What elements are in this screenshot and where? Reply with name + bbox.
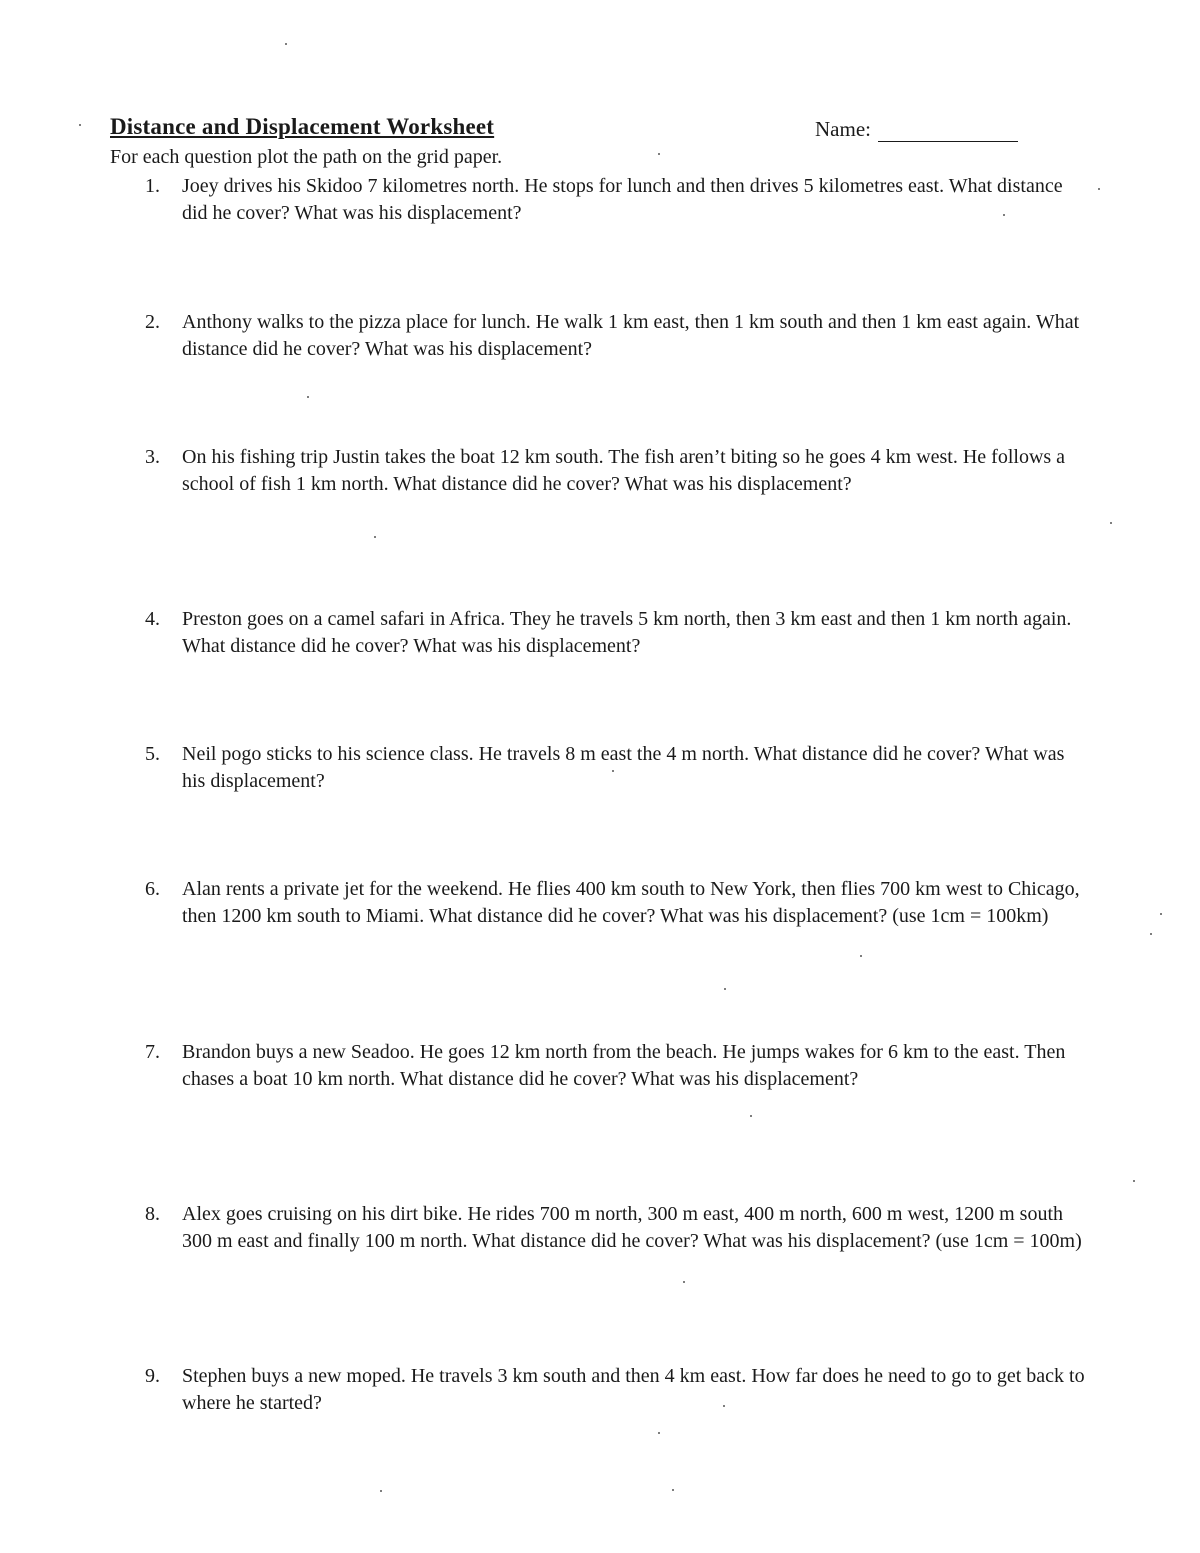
question-number: 7. [145,1041,160,1063]
scan-speck [285,43,287,45]
scan-speck [1150,933,1152,935]
question-number: 2. [145,311,160,333]
question-text: Alex goes cruising on his dirt bike. He rides 700 m north, 300 m east, 400 m north, 600 m west, 1200 m south 300 m east and finally 100 m north. What distance did he cover? What was his displacement? (use 1cm = 100m) [182,1203,1082,1252]
scan-speck [1110,522,1112,524]
scan-speck [1003,214,1005,216]
question-text: Joey drives his Skidoo 7 kilometres north. He stops for lunch and then drives 5 kilometres east. What distance did he cover? What was his displacement? [182,175,1063,224]
question-number: 3. [145,446,160,468]
question-item [145,606,1090,660]
scan-speck [683,1281,685,1283]
question-number: 8. [145,1203,160,1225]
scan-speck [1133,1180,1135,1182]
scan-speck [612,770,614,772]
scan-speck [658,153,660,155]
scan-speck [672,1489,674,1491]
scan-speck [723,1405,725,1407]
question-item [145,173,1090,227]
scan-speck [307,396,309,398]
scan-speck [79,124,81,126]
question-item [145,444,1090,498]
question-text: Brandon buys a new Seadoo. He goes 12 km north from the beach. He jumps wakes for 6 km to the east. Then chases a boat 10 km north. What distance did he cover? What was his displacement? [182,1041,1066,1090]
question-item [145,1363,1090,1417]
scan-speck [1160,913,1162,915]
question-text: Preston goes on a camel safari in Africa. They he travels 5 km north, then 3 km east and then 1 km north again. What distance did he cover? What was his displacement? [182,608,1072,657]
question-item [145,876,1090,930]
question-number: 9. [145,1365,160,1387]
scan-speck [724,988,726,990]
question-text: Alan rents a private jet for the weekend. He flies 400 km south to New York, then flies 700 km west to Chicago, then 1200 km south to Miami. What distance did he cover? What was his displacement? (use 1cm = 100km) [182,878,1080,927]
question-number: 1. [145,175,160,197]
question-number: 5. [145,743,160,765]
question-number: 4. [145,608,160,630]
name-label: Name: [815,117,871,141]
worksheet-title: Distance and Displacement Worksheet [110,114,495,139]
scan-speck [374,536,376,538]
question-item [145,1201,1090,1255]
scan-speck [1098,188,1100,190]
question-text: On his fishing trip Justin takes the boat 12 km south. The fish aren’t biting so he goes 4 km west. He follows a school of fish 1 km north. What distance did he cover? What was his displacement? [182,446,1066,495]
question-text: Stephen buys a new moped. He travels 3 km south and then 4 km east. How far does he need to go to get back to where he started? [182,1365,1085,1414]
question-text: Anthony walks to the pizza place for lunch. He walk 1 km east, then 1 km south and then 1 km east again. What distance did he cover? What was his displacement? [182,311,1080,360]
question-text: Neil pogo sticks to his science class. He travels 8 m east the 4 m north. What distance did he cover? What was his displacement? [182,743,1065,792]
question-item [145,741,1090,795]
scan-speck [380,1490,382,1492]
question-item [145,309,1090,363]
instructions: For each question plot the path on the grid paper. [110,146,503,168]
scan-speck [750,1115,752,1117]
name-blank-line [878,141,1018,142]
question-number: 6. [145,878,160,900]
question-item [145,1039,1090,1093]
scan-speck [658,1432,660,1434]
scan-speck [860,955,862,957]
